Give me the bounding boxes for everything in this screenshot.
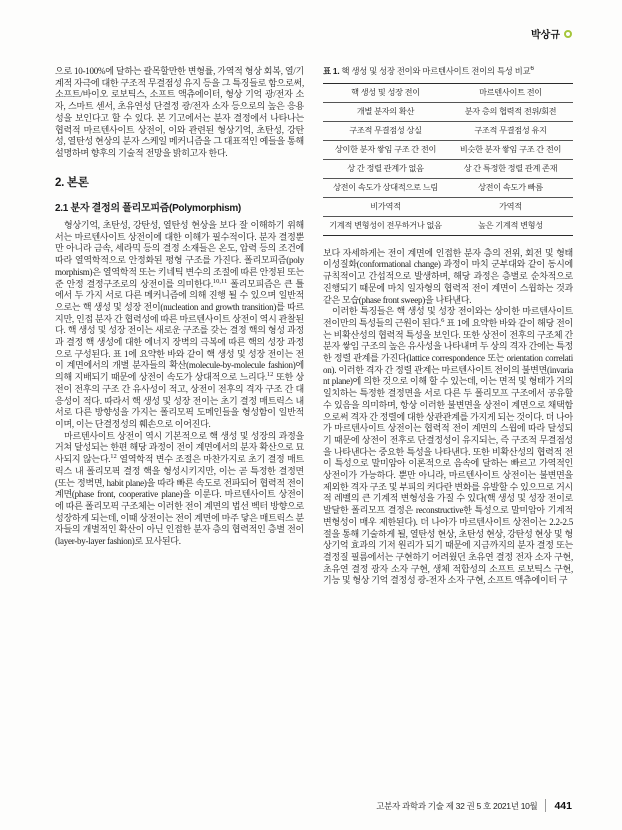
table-row bbox=[323, 103, 573, 122]
table-cell: 높은 기계적 변형성 bbox=[478, 221, 543, 231]
table-header-cell: 핵 생성 및 성장 전이 bbox=[351, 88, 420, 98]
table-row bbox=[323, 179, 573, 198]
page-header bbox=[531, 26, 572, 41]
table-cell: 구조적 무결점성 유지 bbox=[474, 126, 547, 136]
left-column bbox=[55, 66, 304, 766]
paragraph: 이러한 특징들은 핵 생성 및 성장 전이와는 상이한 마르텐사이트 전이만의 특성들의 근원이 된다.$^6$ 표 1에 요약한 바와 같이 해당 전이는 비확산성의 협력적 특성을 보인다. 또한 상전이 전후의 구조체 간 분자 쌓임 구조의 높은 유사성을 나타내며 두 상의 격자 간에는 특정한 정렬 관계를 가진다(lattice correspondence 또는 orientation correlation). 이러한 격자 간 정렬 관계는 마르텐사이트 전이의 불변면(invariant plane)에 의한 것으로 이해 할 수 있는데, 이는 면적 및 형태가 거의 일치하는 특정한 결정면을 서로 다른 두 폴리모프 구조에서 공유할 수 있음을 의미하며, 항상 이러한 불변면을 상전이 계면으로 채택함으로써 격자 간 정렬에 대한 상관관계를 가지게 되는 것이다. 더 나아가 마르텐사이트 상전이는 협력적 전이 계면의 스윕에 따라 달성되기 때문에 상전이 전후로 단결정성이 유지되는, 즉 구조적 무결점성을 나타낸다는 중요한 특성을 나타낸다. 또한 비확산성의 협력적 전이 특성으로 말미암아 이론적으로 음속에 달하는 빠르고 가역적인 상전이가 가능하다. 뿐만 아니라, 마르텐사이트 상전이는 불변면을 제외한 격자 구조 및 부피의 커다란 변화를 유발할 수 있으므로 거시적 레벨의 큰 기계적 변형성을 가질 수 있다(핵 생성 및 성장 전이로 발달한 폴리모프 결정은 reconstructive한 특성으로 말미암아 기계적 변형성이 매우 제한된다). 더 나아가 마르텐사이트 상전이는 2.2-2.5절을 통해 기술하게 될, 열탄성 현상, 초탄성 현상, 강탄성 현상 및 형상기억 효과의 기저 원리가 되기 때문에 지금까지의 분자 결정 또는 결정질 필름에서는 구현하기 어려웠던 초유연 결정 전자 소자 구현, 초유연 결정 광자 소자 구현, 생체 적합성의 소프트 로보틱스 구현, 기능 및 형상 기억 결정성 광-전자 소자 구현, 소프트 액츄에이터 구 bbox=[323, 306, 573, 586]
table-caption bbox=[323, 66, 573, 78]
comparison-table bbox=[323, 83, 573, 236]
paragraph: 마르텐사이트 상전이 역시 기본적으로 핵 생성 및 성장의 과정을 거쳐 달성되는 한편 해당 과정이 전이 계면에서의 분자 확산으로 묘사되지 않는다.$^{12}$ 열역학적 변수 조절은 마찬가지로 초기 결정 매트릭스 내 폴리모픽 결정 핵을 형성시키지만, 이는 곧 특정한 결정면(또는 정벽면, habit plane)을 따라 빠른 속도로 전파되어 협력적 전이 계면(phase front, cooperative plane)을 이룬다. 마르텐사이트 상전이에 따른 폴리모픽 구조체는 이러한 전이 계면의 법선 벡터 방향으로 성장하게 되는데, 이때 상전이는 전이 계면에 마주 닿은 매트릭스 분자들의 개별적인 확산이 아닌 인접한 분자 층의 협력적인 층별 전이(layer-by-layer fashion)로 묘사된다. bbox=[55, 430, 304, 547]
table-cell: 가역적 bbox=[499, 202, 522, 212]
section-heading: 2. 본론 bbox=[55, 176, 89, 189]
journal-info: 고분자 과학과 기술 제 32 권 5 호 2021년 10월 bbox=[376, 800, 538, 811]
paragraph: 보다 자세하게는 전이 계면에 인접한 분자 층의 전위, 회전 및 형태 이성질화(conformational change) 과정이 마치 군부대와 같이 동시에 규칙적이고 간섭적으로 발생하며, 해당 과정은 층별로 순차적으로 진행되기 때문에 마치 일자형의 협력적 전이 계면이 스윕하는 것과 같은 모습(phase front sweep)을 나타낸다. bbox=[323, 247, 573, 305]
table-cell: 상전이 속도가 상대적으로 느림 bbox=[333, 183, 438, 193]
table-cell: 분자 층의 협력적 전위/회전 bbox=[464, 107, 557, 117]
table-cell: 상 간 정렬 관계가 없음 bbox=[347, 164, 424, 174]
table-cell: 개별 분자의 확산 bbox=[356, 107, 415, 117]
table-row bbox=[323, 198, 573, 217]
table-cell: 기계적 변형성이 전무하거나 없음 bbox=[329, 221, 442, 231]
table-cell: 상 간 특정한 정렬 관계 존재 bbox=[463, 164, 558, 174]
table-caption-text: 핵 생성 및 성장 전이와 마르텐사이트 전이의 특성 비교 bbox=[339, 66, 531, 76]
paragraph: 형상기억, 초탄성, 강탄성, 열탄성 현상을 보다 잘 이해하기 위해서는 마르텐사이트 상전이에 대한 이해가 필수적이다. 분자 결정뿐만 아니라 금속, 세라믹 등의 결정 소재들은 온도, 압력 등의 조건에 따라 열역학적으로 안정화된 평형 구조를 가진다. 폴리모피즘(polymorphism)은 열역학적 또는 키네틱 변수의 조절에 따른 안정된 또는 준 안정 결정구조로의 상전이를 의미한다.$^{10,11}$ 폴리모피즘은 큰 틀에서 두 가지 서로 다른 메커니즘에 의해 진행 될 수 있으며 일반적으로는 핵 생성 및 성장 전이(nucleation and growth transition)를 따르지만, 인접 분자 간 협력성에 따른 마르텐사이트 상전이 역시 관찰된다. 핵 생성 및 성장 전이는 새로운 구조를 갖는 결정 핵의 형성 과정과 결정 핵 생성에 대한 에너지 장벽의 극복에 따른 핵의 성장 과정으로 구성된다. 표 1에 요약한 바와 같이 핵 생성 및 성장 전이는 전이 계면에서의 개별 분자들의 확산(molecule-by-molecule fashion)에 의해 지배되기 때문에 상전이 속도가 상대적으로 느리다.$^{12}$ 또한 상전이 전후의 구조 간 유사성이 적고, 상전이 전후의 격자 구조 간 대응성이 적다. 따라서 핵 생성 및 성장 전이는 초기 결정 매트릭스 내 서로 다른 방향성을 가지는 폴리모픽 도메인들을 형성함이 일반적이며, 이는 단결정성의 훼손으로 이어진다. bbox=[55, 220, 304, 429]
table-cell: 상전이 속도가 빠름 bbox=[478, 183, 543, 193]
table-header-row bbox=[323, 84, 573, 103]
table-cell: 구조적 무결점성 상실 bbox=[349, 126, 422, 136]
footer-divider bbox=[545, 799, 546, 812]
green-ring-icon bbox=[564, 30, 572, 38]
table-cell: 상이한 분자 쌓임 구조 간 전이 bbox=[334, 145, 437, 155]
table-caption-reference: 6 bbox=[530, 66, 534, 73]
table-header-cell: 마르텐사이트 전이 bbox=[479, 88, 542, 98]
author-name: 박상규 bbox=[531, 30, 560, 41]
table-caption-label: 표 1. bbox=[323, 66, 340, 76]
table-cell: 비슷한 분자 쌓임 구조 간 전이 bbox=[459, 145, 562, 155]
table-cell: 비가역적 bbox=[370, 202, 401, 212]
page-number: 441 bbox=[554, 799, 572, 812]
table-row bbox=[323, 217, 573, 235]
table-row bbox=[323, 160, 573, 179]
table-row bbox=[323, 141, 573, 160]
page-footer bbox=[376, 799, 572, 812]
subsection-heading: 2.1 분자 결정의 폴리모피즘(Polymorphism) bbox=[55, 203, 241, 215]
right-column bbox=[323, 66, 573, 778]
paragraph: 으로 10-100%에 달하는 괄목할만한 변형률, 가역적 형상 회복, 열/기계적 자극에 대한 구조적 무결점성 유지 등을 그 특징들로 함으로써, 소프트/바이오 로보틱스, 소프트 액츄에이터, 형상 기억 광/전자 소자, 스마트 센서, 초유연성 단결정 광/전자 소자 등으로의 높은 응용성을 보인다고 할 수 있다. 본 기고에서는 분자 결정에서 나타나는 협력적 마르텐사이트 상전이, 이와 관련된 형상기억, 초탄성, 강탄성, 열탄성 현상의 분자 스케일 메커니즘을 그 대표적인 예들을 통해 설명하며 향후의 기술적 전망을 밝히고자 한다. bbox=[55, 66, 304, 158]
table-row bbox=[323, 122, 573, 141]
